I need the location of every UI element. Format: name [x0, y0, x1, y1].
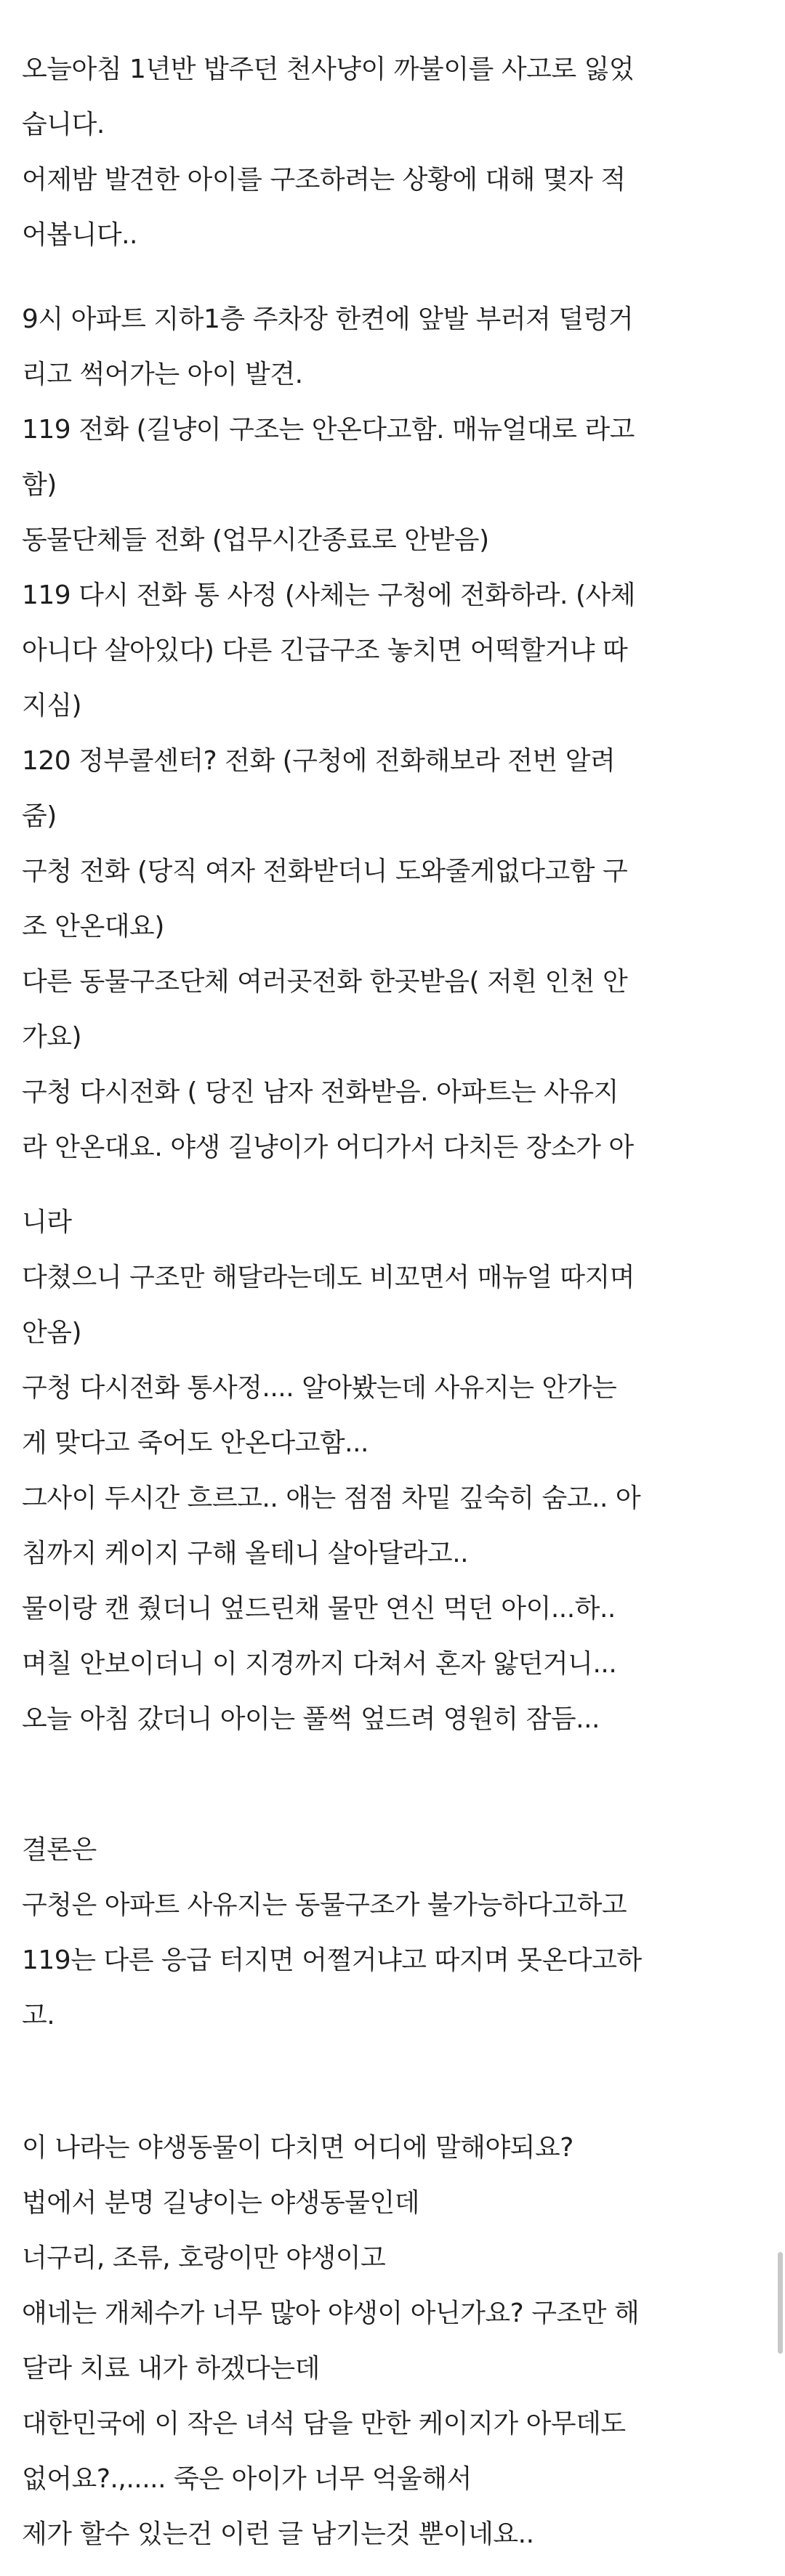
text-line: 없어요?.,..... 죽은 아이가 너무 억울해서: [22, 2464, 472, 2494]
text-line: 9시 아파트 지하1층 주차장 한켠에 앞발 부러져 덜렁거: [22, 304, 634, 334]
text-line: 120 정부콜센터? 전화 (구청에 전화해보라 전번 알려: [22, 746, 616, 776]
text-line: 오늘아침 1년반 밥주던 천사냥이 까불이를 사고로 잃었: [22, 54, 635, 84]
paragraph-conclusion: [22, 1823, 770, 2044]
text-line: 동물단체들 전화 (업무시간종료로 안받음): [22, 525, 489, 555]
text-line: 지심): [22, 691, 82, 721]
text-line: 구청 전화 (당직 여자 전화받더니 도와줄게없다고함 구: [22, 856, 628, 886]
text-line: 얘네는 개체수가 너무 많아 야생이 아닌가요? 구조만 해: [22, 2298, 640, 2328]
paragraph-closing: [22, 2121, 770, 2562]
text-line: 119는 다른 응급 터지면 어쩔거냐고 따지며 못온다고하: [22, 1945, 642, 1975]
text-line: 어제밤 발견한 아이를 구조하려는 상황에 대해 몇자 적: [22, 165, 626, 195]
text-line: 119 다시 전화 통 사정 (사체는 구청에 전화하라. (사체: [22, 580, 636, 610]
text-line: 대한민국에 이 작은 녀석 담을 만한 케이지가 아무데도: [22, 2409, 626, 2439]
text-line: 구청 다시전화 ( 당진 남자 전화받음. 아파트는 사유지: [22, 1077, 619, 1107]
paragraph-timeline: [22, 292, 770, 1175]
text-line: 달라 치료 내가 하겠다는데: [22, 2354, 320, 2383]
paragraph-continuation: [22, 1195, 770, 1747]
text-line: 법에서 분명 길냥이는 야생동물인데: [22, 2188, 419, 2218]
text-line: 함): [22, 470, 57, 500]
text-line: 라 안온대요. 야생 길냥이가 어디가서 다치든 장소가 아: [22, 1133, 634, 1162]
text-line: 이 나라는 야생동물이 다치면 어디에 말해야되요?: [22, 2133, 573, 2163]
text-line: 니라: [22, 1207, 72, 1237]
text-line: 다른 동물구조단체 여러곳전화 한곳받음( 저흰 인천 안: [22, 967, 628, 997]
text-line: 줌): [22, 801, 57, 831]
text-line: 구청은 아파트 사유지는 동물구조가 불가능하다고하고: [22, 1890, 627, 1920]
text-line: 가요): [22, 1022, 82, 1052]
scrollbar[interactable]: [775, 2252, 785, 2354]
text-line: 물이랑 캔 줬더니 엎드린채 물만 연신 먹던 아이...하..: [22, 1594, 616, 1624]
text-line: 너구리, 조류, 호랑이만 야생이고: [22, 2243, 386, 2273]
text-line: 그사이 두시간 흐르고.. 애는 점점 차밑 깊숙히 숨고.. 아: [22, 1483, 641, 1513]
text-line: 다쳤으니 구조만 해달라는데도 비꼬면서 매뉴얼 따지며: [22, 1263, 635, 1292]
text-line: 안옴): [22, 1318, 82, 1348]
text-line: 며칠 안보이더니 이 지경까지 다쳐서 혼자 앓던거니...: [22, 1649, 617, 1679]
text-line: 아니다 살아있다) 다른 긴급구조 놓치면 어떡할거냐 따: [22, 636, 628, 665]
text-line: 침까지 케이지 구해 올테니 살아달라고..: [22, 1539, 469, 1568]
text-line: 119 전화 (길냥이 구조는 안온다고함. 매뉴얼대로 라고: [22, 415, 635, 445]
text-line: 조 안온대요): [22, 912, 164, 941]
text-line: 고.: [22, 2001, 55, 2030]
text-line: 게 맞다고 죽어도 안온다고함...: [22, 1428, 369, 1458]
text-line: 습니다.: [22, 110, 105, 139]
text-line: 결론은: [22, 1835, 97, 1865]
text-line: 리고 썩어가는 아이 발견.: [22, 360, 303, 389]
text-line: 제가 할수 있는건 이런 글 남기는것 뿐이네요..: [22, 2519, 534, 2549]
text-line: 어봅니다..: [22, 220, 137, 250]
text-line: 구청 다시전화 통사정.... 알아봤는데 사유지는 안가는: [22, 1373, 617, 1403]
paragraph-intro: [22, 42, 770, 263]
text-line: 오늘 아침 갔더니 아이는 풀썩 엎드려 영원히 잠듬...: [22, 1704, 600, 1734]
scrollbar-thumb[interactable]: [778, 2252, 783, 2354]
